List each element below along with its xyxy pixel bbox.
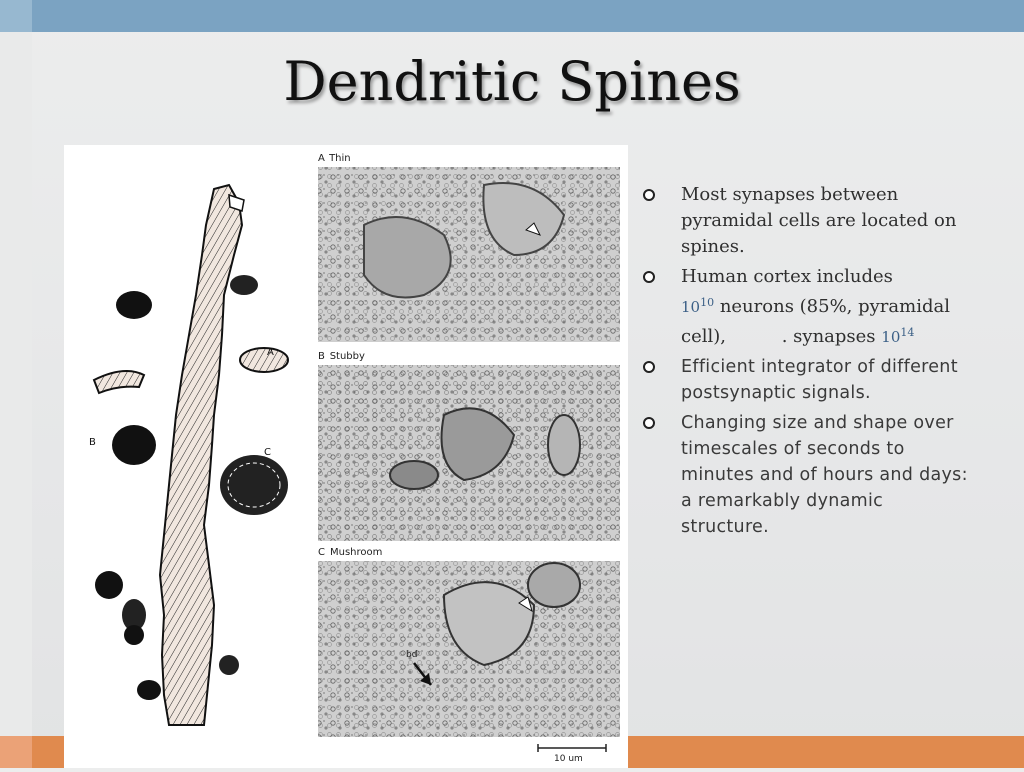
panel-a-label: Thin	[329, 153, 351, 164]
dendritic-spine-figure	[64, 145, 628, 768]
svg-text:CMushroom	[318, 547, 382, 558]
neuron-count: $10^{10}$	[681, 296, 715, 316]
slide-title: Dendritic Spines	[283, 50, 741, 113]
bullet-text: Human cortex includes	[681, 266, 893, 287]
bullet-icon	[643, 271, 655, 283]
panel-c-letter: C	[318, 547, 325, 558]
figure-image	[64, 145, 628, 768]
top-accent-bar	[0, 0, 1024, 32]
bullet-text: . synapses	[781, 326, 876, 347]
bullet-text: Most synapses between pyramidal cells are located on spines.	[681, 184, 957, 257]
bullet-text: cell),	[681, 326, 732, 347]
panel-a-letter: A	[318, 153, 325, 164]
bullet-icon	[643, 361, 655, 373]
synapse-count: $10^{14}$	[881, 326, 915, 346]
annotation-bd: bd	[406, 650, 418, 660]
drawing-label-c: C	[264, 447, 271, 458]
panel-b-label: Stubby	[329, 351, 365, 362]
svg-text:AThin	[318, 153, 351, 164]
drawing-label-a: A	[267, 347, 274, 358]
bullet-text: Changing size and shape over timescales of seconds to minutes and of hours and days: a remarkably dynamic structure.	[681, 413, 968, 537]
drawing-label-b: B	[89, 437, 96, 448]
bullet-text: Efficient integrator of different postsynaptic signals.	[681, 357, 958, 403]
bottom-bar-corner	[0, 736, 32, 768]
panel-c-label: Mushroom	[329, 547, 383, 558]
bullet-list	[640, 182, 975, 544]
panel-b-letter: B	[318, 351, 325, 362]
bullet-text: neurons (85%, pyramidal	[714, 296, 950, 317]
dendrite-drawing	[94, 185, 288, 725]
svg-text:BStubby	[318, 351, 365, 362]
bullet-item	[640, 264, 975, 350]
top-bar-corner	[0, 0, 32, 32]
bullet-item	[640, 410, 975, 540]
scale-bar-label: 10 um	[554, 754, 583, 764]
left-stripe	[0, 32, 32, 736]
bullet-icon	[643, 417, 655, 429]
bullet-item	[640, 182, 975, 260]
bullet-icon	[643, 189, 655, 201]
bullet-item	[640, 354, 975, 406]
